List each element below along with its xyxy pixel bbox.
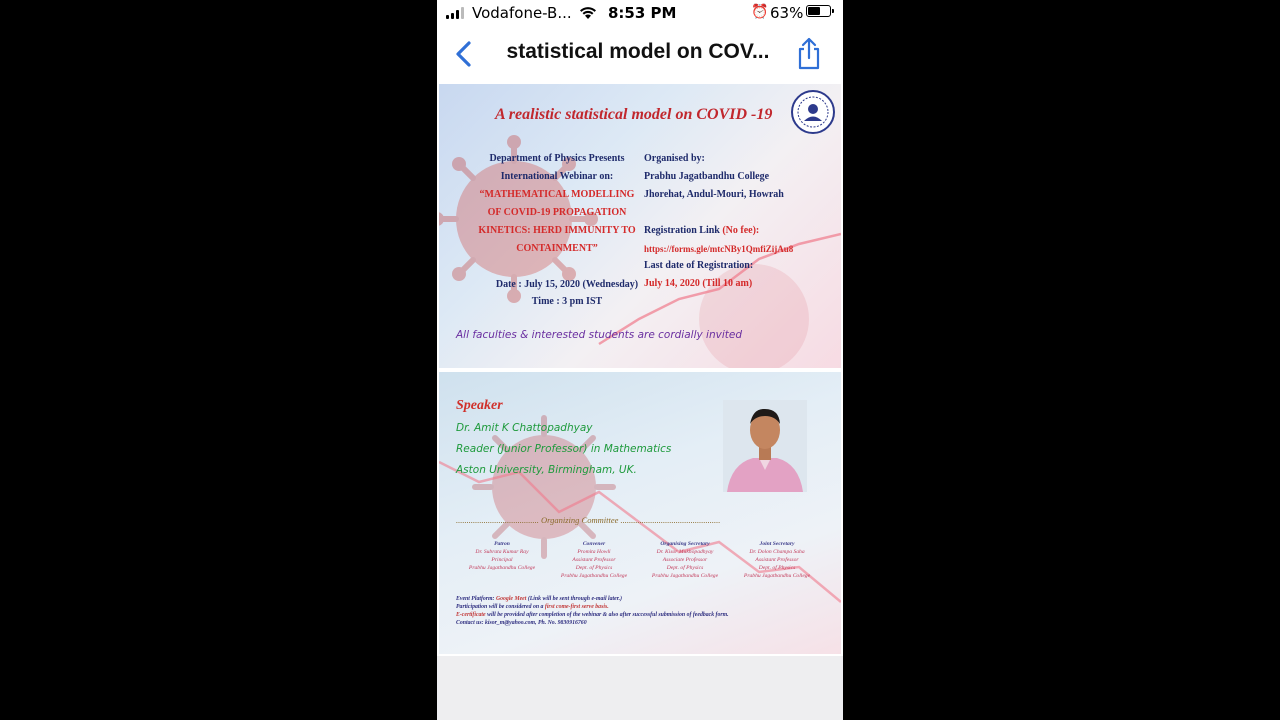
member-name: Promita Howli bbox=[577, 549, 611, 555]
page-title: statistical model on COV... bbox=[506, 40, 770, 63]
webinar-date: Date : July 15, 2020 (Wednesday) bbox=[495, 279, 639, 290]
speaker-role: Reader (Junior Professor) in Mathematics bbox=[456, 443, 672, 455]
member-role: Joint Secretary bbox=[759, 541, 795, 547]
wifi-icon bbox=[578, 5, 598, 20]
member-line: Prabhu Jagatbandhu College bbox=[560, 573, 628, 579]
share-icon[interactable] bbox=[789, 34, 829, 74]
college-logo bbox=[791, 90, 835, 134]
member-line: Dept. of Physics bbox=[575, 565, 613, 571]
member-name: Dr. Subrata Kumar Ray bbox=[475, 549, 529, 555]
topic-line-1: “MATHEMATICAL MODELLING bbox=[479, 189, 635, 200]
member-line: Principal bbox=[491, 557, 513, 563]
flyer-title: A realistic statistical model on COVID -19 bbox=[495, 106, 773, 123]
member-line: Prabhu Jagatbandhu College bbox=[743, 573, 811, 579]
college-address: Jhorehat, Andul-Mouri, Howrah bbox=[644, 189, 784, 200]
signal-icon bbox=[446, 7, 464, 19]
committee-member bbox=[639, 540, 731, 580]
carrier-name: Vodafone-B... bbox=[472, 4, 572, 22]
member-line: Prabhu Jagatbandhu College bbox=[468, 565, 536, 571]
alarm-icon: ⏰ bbox=[751, 4, 769, 20]
last-date: July 14, 2020 (Till 10 am) bbox=[644, 278, 753, 289]
navigation-bar bbox=[437, 26, 843, 82]
committee-member bbox=[731, 540, 823, 580]
platform-label: Event Platform: bbox=[456, 596, 495, 602]
member-role: Organising Secretary bbox=[660, 541, 710, 547]
registration-label bbox=[644, 222, 759, 240]
platform-name: Google Meet bbox=[495, 596, 527, 602]
college-name: Prabhu Jagatbandhu College bbox=[644, 171, 770, 182]
invite-line: All faculties & interested students are cordially invited bbox=[456, 329, 742, 341]
registration-link-label: Registration Link bbox=[644, 225, 720, 236]
registration-link[interactable]: https://forms.gle/mtcNBy1QmfiZijAu8 bbox=[644, 244, 794, 254]
topic-line-4: CONTAINMENT” bbox=[516, 243, 598, 254]
status-bar bbox=[437, 0, 843, 26]
battery-percent: 63% bbox=[770, 4, 804, 22]
committee-member bbox=[456, 540, 548, 572]
organised-by-label: Organised by: bbox=[644, 153, 705, 164]
ecert-text: will be provided after completion of the webinar & also after successful submission of feedback form. bbox=[487, 612, 729, 618]
member-role: Patron bbox=[494, 541, 510, 547]
participation-line bbox=[456, 604, 609, 610]
speaker-photo bbox=[723, 400, 807, 492]
flyer-page-1 bbox=[439, 84, 841, 368]
member-name: Dr. Kisor Mukhopadhyay bbox=[656, 549, 714, 555]
member-line: Assistant Professor bbox=[572, 557, 616, 563]
member-role: Convener bbox=[582, 541, 606, 547]
battery-icon bbox=[806, 5, 831, 17]
participation-text: Participation will be considered on a bbox=[456, 604, 544, 610]
presents-line: Department of Physics Presents bbox=[489, 153, 625, 164]
committee-title: ....................................... Organizing Committee ............................................... bbox=[456, 515, 721, 525]
member-line: Dept. of Physics bbox=[666, 565, 704, 571]
last-date-label: Last date of Registration: bbox=[644, 260, 754, 271]
flyer-page-2 bbox=[439, 372, 841, 654]
member-line: Assistant Professor bbox=[755, 557, 799, 563]
phone-screen bbox=[437, 0, 843, 720]
speaker-name: Dr. Amit K Chattopadhyay bbox=[456, 422, 593, 434]
speaker-heading: Speaker bbox=[456, 398, 503, 413]
committee-member bbox=[548, 540, 640, 580]
event-platform-line bbox=[456, 596, 622, 602]
clock: 8:53 PM bbox=[608, 4, 677, 22]
platform-note: (Link will be sent through e-mail later.) bbox=[527, 596, 623, 602]
ecert-label: E-certificate bbox=[456, 612, 486, 618]
member-line: Dept. of Physics bbox=[758, 565, 796, 571]
member-name: Dr. Dolon Champa Saha bbox=[749, 549, 805, 555]
document-viewer[interactable] bbox=[437, 81, 843, 656]
contact-line: Contact us: kisor_m@yahoo.com, Ph. No. 9830916760 bbox=[456, 620, 587, 626]
member-line: Associate Professor bbox=[662, 557, 708, 563]
speaker-affiliation: Aston University, Birmingham, UK. bbox=[456, 464, 637, 476]
member-line: Prabhu Jagatbandhu College bbox=[651, 573, 719, 579]
registration-fee: (No fee): bbox=[722, 225, 760, 236]
participation-basis: first come-first serve basis. bbox=[544, 604, 609, 610]
webinar-line: International Webinar on: bbox=[500, 171, 614, 182]
topic-line-3: KINETICS: HERD IMMUNITY TO bbox=[478, 225, 636, 236]
webinar-time: Time : 3 pm IST bbox=[531, 296, 603, 307]
ecertificate-line bbox=[456, 612, 729, 618]
chevron-left-icon[interactable] bbox=[445, 34, 485, 74]
topic-line-2: OF COVID-19 PROPAGATION bbox=[487, 207, 627, 218]
